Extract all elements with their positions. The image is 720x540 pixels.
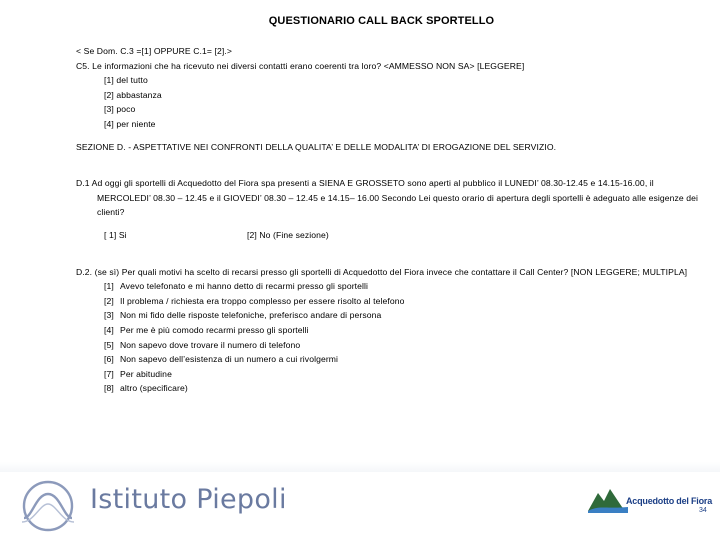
- c5-option-4: [4] per niente: [104, 118, 156, 129]
- section-d-heading: SEZIONE D. - ASPETTATIVE NEI CONFRONTI DELLA QUALITA’ E DELLE MODALITA’ DI EROGAZIONE DEL SERVIZIO.: [76, 141, 557, 152]
- d2-options: [76, 279, 700, 396]
- piepoli-logo-icon: [20, 478, 80, 534]
- c5-option-3: [3] poco: [104, 104, 136, 115]
- d1-option-no: [2] No (Fine sezione): [247, 229, 329, 240]
- document-title: QUESTIONARIO CALL BACK SPORTELLO: [268, 15, 495, 27]
- d2-option: [4] Per me è più comodo recarmi presso gli sportelli: [104, 324, 309, 335]
- piepoli-brand: Istituto Piepoli: [90, 484, 287, 515]
- question-c5: C5. Le informazioni che ha ricevuto nei diversi contatti erano coerenti tra loro? <AMMESSO NON SA> [LEGGERE]: [76, 60, 525, 71]
- c5-option-2: [2] abbastanza: [104, 89, 162, 100]
- question-d1: D.1 Ad oggi gli sportelli di Acquedotto del Fiora spa presenti a SIENA E GROSSETO sono aperti al pubblico il LUNEDI’ 08.30-12.45 e 14.15-16.00, il MERCOLEDI’ 08.30 – 12.45 e il GIOVEDI’ 08.30 – 12.45 e 14.15– 16.00 Secondo Lei questo orario di apertura degli sportelli è adeguato alle esigenze dei clienti?: [76, 178, 699, 218]
- questionnaire-body: [76, 44, 700, 396]
- d1-options: [76, 228, 700, 243]
- d1-option-yes: [ 1] Si: [104, 229, 127, 240]
- fiora-mountain-icon: [588, 485, 628, 513]
- d2-option: [7] Per abitudine: [104, 368, 172, 379]
- condition-text: < Se Dom. C.3 =[1] OPPURE C.1= [2].>: [76, 46, 232, 56]
- d2-option: [2] Il problema / richiesta era troppo complesso per essere risolto al telefono: [104, 295, 405, 306]
- page-number: 34: [699, 507, 707, 514]
- fiora-brand: Acquedotto del Fiora: [626, 496, 713, 506]
- d2-option: [8] altro (specificare): [104, 383, 188, 394]
- d2-option: [3] Non mi fido delle risposte telefoniche, preferisco andare di persona: [104, 310, 382, 321]
- d2-option: [1] Avevo telefonato e mi hanno detto di recarmi presso gli sportelli: [104, 281, 369, 292]
- c5-option-1: [1] del tutto: [104, 75, 148, 86]
- question-d2: D.2. (se sì) Per quali motivi ha scelto di recarsi presso gli sportelli di Acquedotto del Fiora invece che contattare il Call Center? [NON LEGGERE; MULTIPLA]: [76, 266, 688, 277]
- d2-option: [6] Non sapevo dell’esistenza di un numero a cui rivolgermi: [104, 354, 339, 365]
- d2-option: [5] Non sapevo dove trovare il numero di telefono: [104, 339, 301, 350]
